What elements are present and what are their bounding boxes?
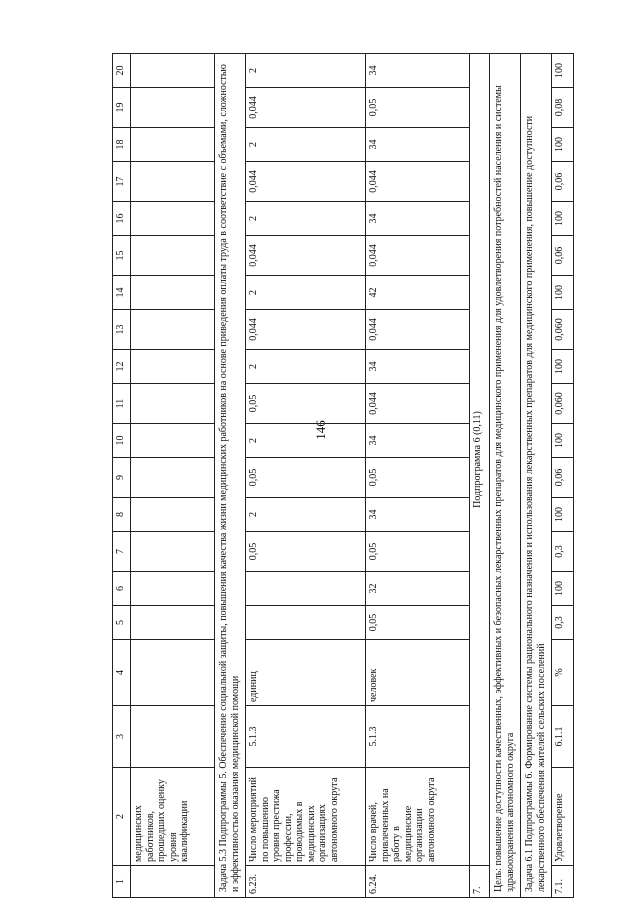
value-cell: 34 xyxy=(366,128,470,162)
value-cell: 0,05 xyxy=(366,532,470,572)
col-header: 14 xyxy=(113,276,131,310)
row-number: 6.24. xyxy=(366,866,470,898)
value-cell: 2 xyxy=(246,128,366,162)
row-number: 6.23. xyxy=(246,866,366,898)
table-row xyxy=(552,54,574,898)
value-cell: 0,05 xyxy=(246,458,366,498)
col-header: 5 xyxy=(113,606,131,640)
col-header: 18 xyxy=(113,128,131,162)
value-cell: 0,044 xyxy=(246,310,366,350)
value-cell: 2 xyxy=(246,202,366,236)
indicator-name: медицинских работников, прошедших оценку уровня квалификации xyxy=(131,768,215,866)
col-header: 7 xyxy=(113,532,131,572)
value-cell: 2 xyxy=(246,498,366,532)
value-cell: 2 xyxy=(246,424,366,458)
value-cell: 100 xyxy=(552,202,574,236)
value-cell: 0,3 xyxy=(552,532,574,572)
value-cell: 100 xyxy=(552,54,574,88)
table-row xyxy=(246,54,366,898)
value-cell: 0,044 xyxy=(366,236,470,276)
value-cell: 0,044 xyxy=(246,162,366,202)
value-cell: 32 xyxy=(366,572,470,606)
value-cell: 0,05 xyxy=(366,606,470,640)
value-cell: 100 xyxy=(552,350,574,384)
value-cell: 34 xyxy=(366,498,470,532)
code-cell: 5.1.3 xyxy=(366,706,470,768)
col-header: 4 xyxy=(113,640,131,706)
value-cell: 34 xyxy=(366,424,470,458)
value-cell: 100 xyxy=(552,572,574,606)
value-cell: 0,044 xyxy=(246,236,366,276)
col-header: 2 xyxy=(113,768,131,866)
value-cell: 2 xyxy=(246,276,366,310)
col-header: 6 xyxy=(113,572,131,606)
goal-row xyxy=(490,54,521,898)
table-row xyxy=(366,54,470,898)
code-cell: 6.1.1 xyxy=(552,706,574,768)
empty-cell xyxy=(246,606,366,640)
value-cell: 2 xyxy=(246,54,366,88)
task-5-3-text: Задача 5.3 Подпрограммы 5. Обеспечение социальной защиты, повышения качества жизни медицинских работников на основе приведения оплаты труда в соответствие с объемами, сложностью и эффективностью оказания медицинской помощи xyxy=(215,54,246,898)
col-header: 17 xyxy=(113,162,131,202)
code-cell: 5.1.3 xyxy=(246,706,366,768)
value-cell: 0,3 xyxy=(552,606,574,640)
col-header: 10 xyxy=(113,424,131,458)
page-number: 146 xyxy=(313,420,328,440)
indicator-name: Удовлетворение xyxy=(552,768,574,866)
value-cell: 0,044 xyxy=(366,162,470,202)
value-cell: 0,06 xyxy=(552,458,574,498)
indicator-name: Число врачей, привлеченных на работу в медицинские организации автономного округа xyxy=(366,768,470,866)
unit-cell: % xyxy=(552,640,574,706)
value-cell: 0,060 xyxy=(552,384,574,424)
value-cell: 0,05 xyxy=(246,384,366,424)
col-header: 1 xyxy=(113,866,131,898)
value-cell: 0,05 xyxy=(366,458,470,498)
task-6-1-text: Задача 6.1 Подпрограммы 6. Формирование системы рационального назначения и использования лекарственных препаратов для медицинского применения, повышение доступности лекарственного обеспечения жителей сельских поселений xyxy=(521,54,552,898)
table-row-continued xyxy=(131,54,215,898)
value-cell: 0,044 xyxy=(366,310,470,350)
value-cell: 34 xyxy=(366,202,470,236)
value-cell: 0,05 xyxy=(366,88,470,128)
col-header: 12 xyxy=(113,350,131,384)
value-cell: 0,08 xyxy=(552,88,574,128)
value-cell: 0,060 xyxy=(552,310,574,350)
value-cell: 34 xyxy=(366,350,470,384)
col-header: 11 xyxy=(113,384,131,424)
indicators-table xyxy=(112,53,574,898)
indicator-name: Число мероприятий по повышению уровня престижа профессии, проводимых в медицинских организациях автономного округа xyxy=(246,768,366,866)
goal-text: Цель: повышение доступности качественных, эффективных и безопасных лекарственных препаратов для медицинского применения для удовлетворения потребностей населения и системы здравоохранения автономного округа xyxy=(490,54,521,898)
col-header: 16 xyxy=(113,202,131,236)
col-header: 19 xyxy=(113,88,131,128)
value-cell: 0,044 xyxy=(246,88,366,128)
value-cell: 0,05 xyxy=(246,532,366,572)
col-header: 15 xyxy=(113,236,131,276)
value-cell: 100 xyxy=(552,424,574,458)
value-cell: 34 xyxy=(366,54,470,88)
col-header: 9 xyxy=(113,458,131,498)
value-cell: 100 xyxy=(552,128,574,162)
row-number: 7. xyxy=(470,866,490,898)
value-cell: 42 xyxy=(366,276,470,310)
task-row xyxy=(215,54,246,898)
column-number-row xyxy=(113,54,131,898)
table-cell xyxy=(131,866,215,898)
col-header: 20 xyxy=(113,54,131,88)
unit-cell: единиц xyxy=(246,640,366,706)
col-header: 8 xyxy=(113,498,131,532)
value-cell: 100 xyxy=(552,276,574,310)
col-header: 3 xyxy=(113,706,131,768)
col-header: 13 xyxy=(113,310,131,350)
value-cell: 0,044 xyxy=(366,384,470,424)
value-cell: 2 xyxy=(246,350,366,384)
subprogram-row xyxy=(470,54,490,898)
task-row xyxy=(521,54,552,898)
value-cell: 0,06 xyxy=(552,162,574,202)
value-cell: 100 xyxy=(552,498,574,532)
subprogram-title: Подпрограмма 6 (0,11) xyxy=(470,54,490,866)
empty-cell xyxy=(246,572,366,606)
row-number: 7.1. xyxy=(552,866,574,898)
unit-cell: человек xyxy=(366,640,470,706)
value-cell: 0,06 xyxy=(552,236,574,276)
